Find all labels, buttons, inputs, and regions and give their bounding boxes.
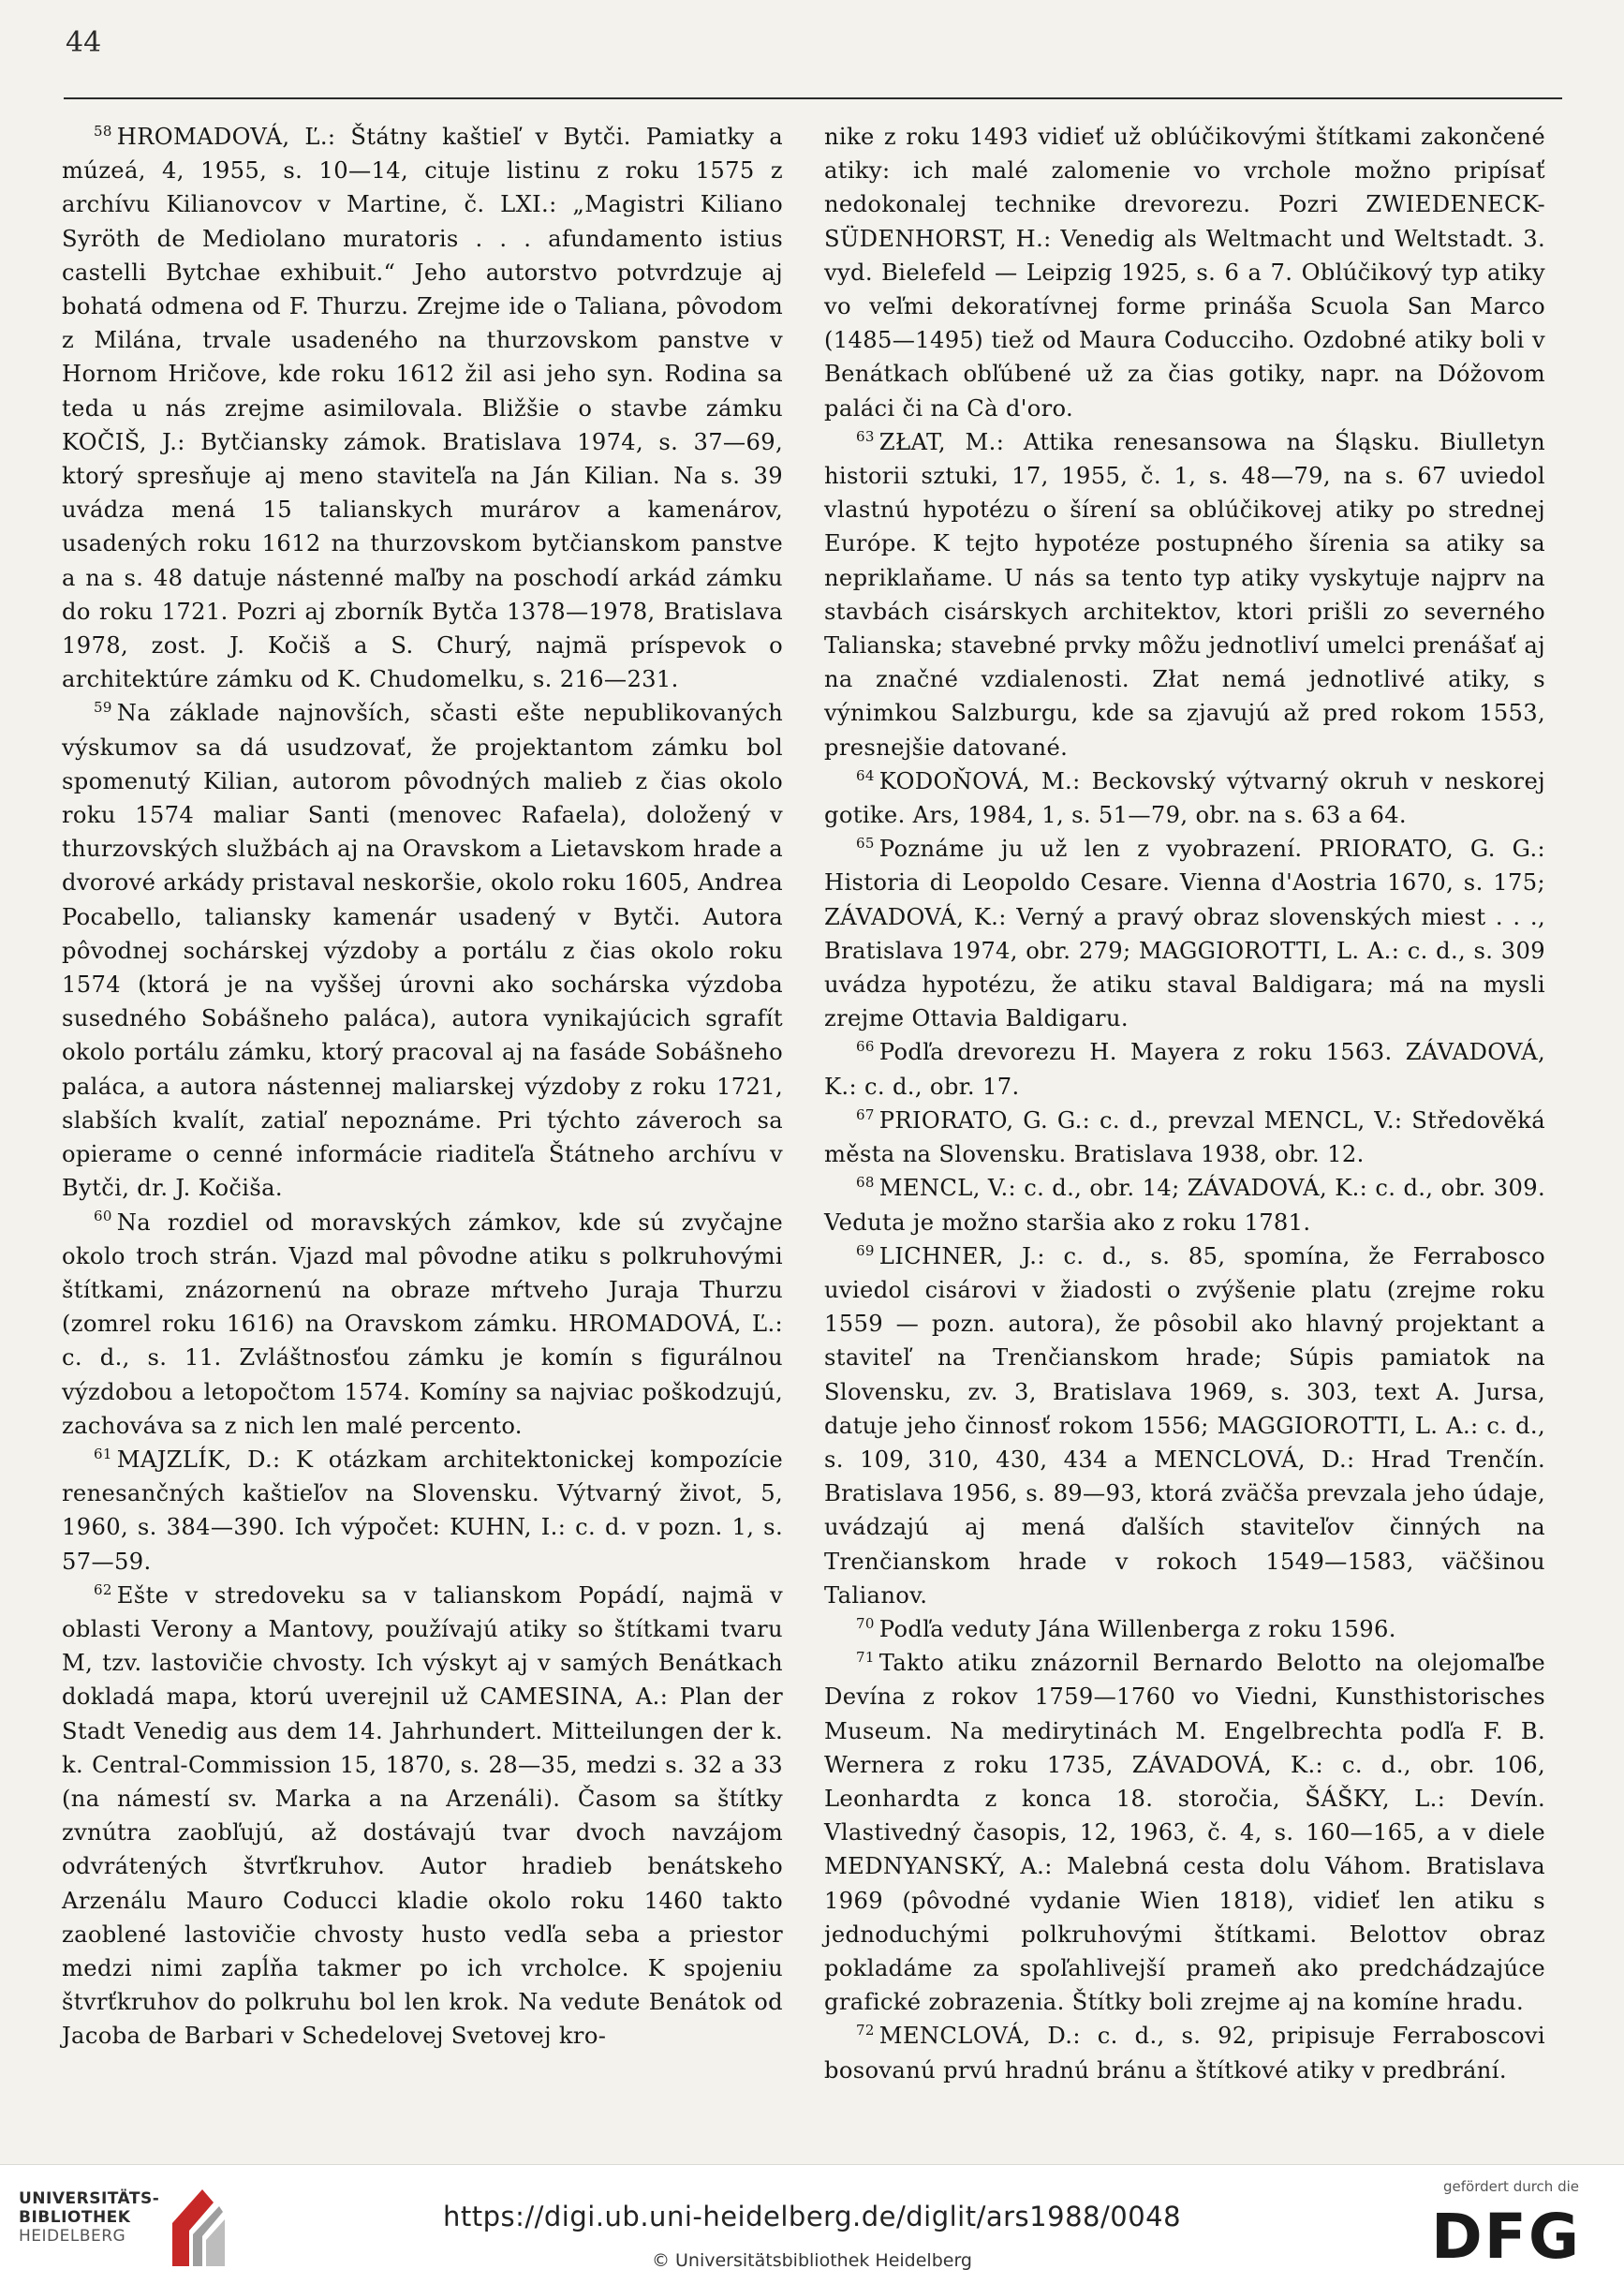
footnote-number: 65 bbox=[856, 835, 875, 853]
page-number: 44 bbox=[66, 26, 102, 59]
header-rule bbox=[64, 97, 1562, 99]
footnote bbox=[824, 1239, 1545, 1612]
footnote bbox=[824, 1646, 1545, 2019]
footnote-number: 62 bbox=[94, 1580, 112, 1598]
library-name-line1: UNIVERSITÄTS- bbox=[19, 2189, 160, 2208]
footnote-text: LICHNER, J.: c. d., s. 85, spomína, že Ferrabosco uviedol cisárovi v žiadosti o zvýšenie platu (zrejme roku 1559 — pozn. autora), že pôsobil ako hlavný projektant a staviteľ na Trenčianskom hrade; Súpis pamiatok na Slovensku, zv. 3, Bratislava 1969, s. 303, text A. Jursa, datuje jeho činnosť rokom 1556; MAGGIOROTTI, L. A.: c. d., s. 109, 310, 430, 434 a MENCLOVÁ, D.: Hrad Trenčín. Bratislava 1956, s. 89—93, ktorá zväčša prevzala jeho údaje, uvádzajú aj mená ďalších staviteľov činných na Trenčianskom hrade v rokoch 1549—1583, väčšinou Talianov. bbox=[824, 1242, 1545, 1609]
dfg-logo[interactable]: DFG bbox=[1430, 2201, 1581, 2273]
right-column bbox=[824, 120, 1545, 2087]
copyright-notice: © Universitätsbibliothek Heidelberg bbox=[651, 2250, 972, 2271]
footnote-number: 59 bbox=[94, 699, 112, 717]
footnote-number: 67 bbox=[856, 1105, 875, 1123]
library-name-line3: HEIDELBERG bbox=[19, 2227, 126, 2246]
footnote-text: ZŁAT, M.: Attika renesansowa na Śląsku. Biulletyn historii sztuki, 17, 1955, č. 1, s. 48—79, na s. 67 uviedol vlastnú hypotézu o šírení sa oblúčikovej atiky po strednej Európe. K tejto hypotéze postupného šírenia sa atiky sa nepriklaňame. U nás sa tento typ atiky vyskytuje najprv na stavbách cisárskych architektov, ktori prišli zo severného Talianska; stavebné prvky môžu jednotliví umelci prenášať aj na značné vzdialenosti. Złat nemá jednotlivé atiky, s výnimkou Salzburgu, kde sa zjavujú až pred rokom 1553, presnejšie datované. bbox=[824, 428, 1545, 761]
library-name-line2: BIBLIOTHEK bbox=[19, 2208, 131, 2227]
footnote bbox=[62, 1443, 783, 1579]
footnote-number: 58 bbox=[94, 122, 112, 140]
footnote-number: 70 bbox=[856, 1614, 875, 1632]
footnote-text: PRIORATO, G. G.: c. d., prevzal MENCL, V.: Středověká města na Slovensku. Bratislava 1938, obr. 12. bbox=[824, 1106, 1545, 1168]
footnote bbox=[62, 696, 783, 1205]
footnote bbox=[62, 1579, 783, 2054]
footnote-text: MAJZLÍK, D.: K otázkam architektonickej kompozície renesančných kaštieľov na Slovensku. Výtvarný život, 5, 1960, s. 384—390. Ich výpočet: KUHN, I.: c. d. v pozn. 1, s. 57—59. bbox=[62, 1446, 783, 1575]
footnote bbox=[824, 1104, 1545, 1171]
footnote bbox=[824, 1612, 1545, 1646]
footnote bbox=[824, 1171, 1545, 1238]
footnote-text: Podľa drevorezu H. Mayera z roku 1563. ZÁVADOVÁ, K.: c. d., obr. 17. bbox=[824, 1039, 1545, 1100]
footnote-number: 71 bbox=[856, 1649, 875, 1667]
footnote-number: 69 bbox=[856, 1241, 875, 1259]
footnote bbox=[62, 1206, 783, 1443]
left-column bbox=[62, 120, 783, 2054]
footnote-text: MENCL, V.: c. d., obr. 14; ZÁVADOVÁ, K.: c. d., obr. 309. Veduta je možno staršia ako z roku 1781. bbox=[824, 1175, 1545, 1236]
footnote bbox=[824, 832, 1545, 1035]
footnote-text: KODOŇOVÁ, M.: Beckovský výtvarný okruh v neskorej gotike. Ars, 1984, 1, s. 51—79, obr. na s. 63 a 64. bbox=[824, 767, 1545, 829]
footnote-number: 68 bbox=[856, 1174, 875, 1192]
footnote-text: Poznáme ju už len z vyobrazení. PRIORATO, G. G.: Historia di Leopoldo Cesare. Vienna d'Aostria 1670, s. 175; ZÁVADOVÁ, K.: Verný a pravý obraz slovenských miest . . ., Bratislava 1974, obr. 279; MAGGIOROTTI, L. A.: c. d., s. 309 uvádza hypotézu, že atiku staval Baldigara; má na mysli zrejme Ottavia Baldigaru. bbox=[824, 836, 1545, 1032]
footnote-text: Takto atiku znázornil Bernardo Belotto na olejomaľbe Devína z rokov 1759—1760 vo Viedni, Kunsthistorisches Museum. Na medirytinách M. Engelbrechta podľa F. B. Wernera z roku 1735, ZÁVADOVÁ, K.: c. d., obr. 106, Leonhardta z konca 18. storočia, ŠÁŠKY, L.: Devín. Vlastivedný časopis, 12, 1963, č. 4, s. 160—165, a v diele MEDNYANSKÝ, A.: Malebná cesta dolu Váhom. Bratislava 1969 (pôvodné vydanie Wien 1818), vidieť len atiku s jednoduchými polkruhovými štítkami. Belottov obraz pokladáme za spoľahlivejší prameň ako predchádzajúce grafické zobrazenia. Štítky boli zrejme aj na komíne hradu. bbox=[824, 1650, 1545, 2016]
footnote bbox=[62, 120, 783, 696]
footnote-text: nike z roku 1493 vidieť už oblúčikovými štítkami zakončené atiky: ich malé zalomenie vo vrchole možno pripísať nedokonalej technike drevorezu. Pozri ZWIEDENECK-SÜDENHORST, H.: Venedig als Weltmacht und Weltstadt. 3. vyd. Bielefeld — Leipzig 1925, s. 6 a 7. Oblúčikový typ atiky vo veľmi dekoratívnej forme prináša Scuola San Marco (1485—1495) tiež od Maura Coducciho. Ozdobné atiky boli v Benátkach obľúbené už za čias gotiky, napr. na Dóžovom paláci či na Cà d'oro. bbox=[824, 124, 1545, 422]
footnote-number: 61 bbox=[94, 1445, 112, 1462]
permalink-url[interactable]: https://digi.ub.uni-heidelberg.de/diglit/ars1988/0048 bbox=[442, 2201, 1182, 2232]
funder-caption: gefördert durch die bbox=[1443, 2178, 1579, 2195]
footnote bbox=[824, 2019, 1545, 2086]
footnote-text: MENCLOVÁ, D.: c. d., s. 92, pripisuje Ferraboscovi bosovanú prvú hradnú bránu a štítkové atiky v predbrání. bbox=[824, 2023, 1545, 2084]
footnote-number: 63 bbox=[856, 427, 875, 445]
footnote bbox=[824, 1035, 1545, 1103]
footnote-text: HROMADOVÁ, Ľ.: Štátny kaštieľ v Bytči. Pamiatky a múzeá, 4, 1955, s. 10—14, cituje listinu z roku 1575 z archívu Kilianovcov v Martine, č. LXI.: „Magistri Kiliano Syröth de Mediolano muratoris . . . afundamento istius castelli Bytchae exhibuit.“ Jeho autorstvo potvrdzuje aj bohatá odmena od F. Thurzu. Zrejme ide o Taliana, pôvodom z Milána, trvale usadeného na thurzovskom panstve v Hornom Hričove, kde roku 1612 žil asi jeho syn. Rodina sa teda u nás zrejme asimilovala. Bližšie o stavbe zámku KOČIŠ, J.: Bytčiansky zámok. Bratislava 1974, s. 37—69, ktorý spresňuje aj meno staviteľa na Ján Kilian. Na s. 39 uvádza mená 15 talianskych murárov a kamenárov, usadených roku 1612 na thurzovskom bytčianskom panstve a na s. 48 datuje nástenné maľby na poschodí arkád zámku do roku 1721. Pozri aj zborník Bytča 1378—1978, Bratislava 1978, zost. J. Kočiš a S. Churý, najmä príspevok o architektúre zámku od K. Chudomelku, s. 216—231. bbox=[62, 124, 783, 693]
footnote-number: 60 bbox=[94, 1208, 112, 1225]
footnote bbox=[824, 425, 1545, 764]
footnote-number: 66 bbox=[856, 1038, 875, 1056]
footnote bbox=[824, 764, 1545, 832]
footnote-number: 72 bbox=[856, 2022, 875, 2039]
footnote-text: Na základe najnovších, sčasti ešte nepublikovaných výskumov sa dá usudzovať, že projektantom zámku bol spomenutý Kilian, autorom pôvodných malieb z čias okolo roku 1574 maliar Santi (menovec Rafaela), doložený v thurzovských službách aj na Oravskom a Lietavskom hrade a dvorové arkády pristaval neskoršie, okolo roku 1605, Andrea Pocabello, taliansky kamenár usadený v Bytči. Autora pôvodnej sochárskej výzdoby a portálu z čias okolo roku 1574 (ktorá je na vyššej úrovni ako sochárska výzdoba susedného Sobášneho paláca), autora vynikajúcich sgrafít okolo portálu zámku, ktorý pracoval aj na fasáde Sobášneho paláca, a autora nástennej maliarskej výzdoby z roku 1721, slabších kvalít, zatiaľ nepoznáme. Pri týchto záveroch sa opierame o cenné informácie riaditeľa Štátneho archívu v Bytči, dr. J. Kočiša. bbox=[62, 700, 783, 1202]
viewer-footer bbox=[0, 2164, 1624, 2284]
footnote-text: Podľa veduty Jána Willenberga z roku 1596. bbox=[878, 1615, 1396, 1642]
footnote-text: Na rozdiel od moravských zámkov, kde sú zvyčajne okolo troch strán. Vjazd mal pôvodne atiku s polkruhovými štítkami, znázornenú na obraze mŕtveho Juraja Thurzu (zomrel roku 1616) na Oravskom zámku. HROMADOVÁ, Ľ.: c. d., s. 11. Zvláštnosťou zámku je komín s figurálnou výzdobou a letopočtom 1574. Komíny sa najviac poškodzujú, zachováva sa z nich len malé percento. bbox=[62, 1209, 783, 1439]
footnote-text: Ešte v stredoveku sa v talianskom Popádí, najmä v oblasti Verony a Mantovy, používajú atiky so štítkami tvaru M, tzv. lastovičie chvosty. Ich výskyt aj v samých Benátkach dokladá mapa, ktorú uverejnil už CAMESINA, A.: Plan der Stadt Venedig aus dem 14. Jahrhundert. Mitteilungen der k. k. Central-Commission 15, 1870, s. 28—35, medzi s. 32 a 33 (na námestí sv. Marka a na Arzenáli). Časom sa štítky zvnútra zaobľujú, až dostávajú tvar dvoch navzájom odvrátených štvrťkruhov. Autor hradieb benátskeho Arzenálu Mauro Coducci kladie okolo roku 1460 takto zaoblené lastovičie chvosty husto vedľa seba a priestor medzi nimi zapĺňa takmer po ich vrcholce. K spojeniu štvrťkruhov do polkruhu bol len krok. Na vedute Benátok od Jacoba de Barbari v Schedelovej Svetovej kro- bbox=[62, 1581, 783, 2050]
footnote-number: 64 bbox=[856, 766, 875, 784]
footnote bbox=[824, 120, 1545, 425]
